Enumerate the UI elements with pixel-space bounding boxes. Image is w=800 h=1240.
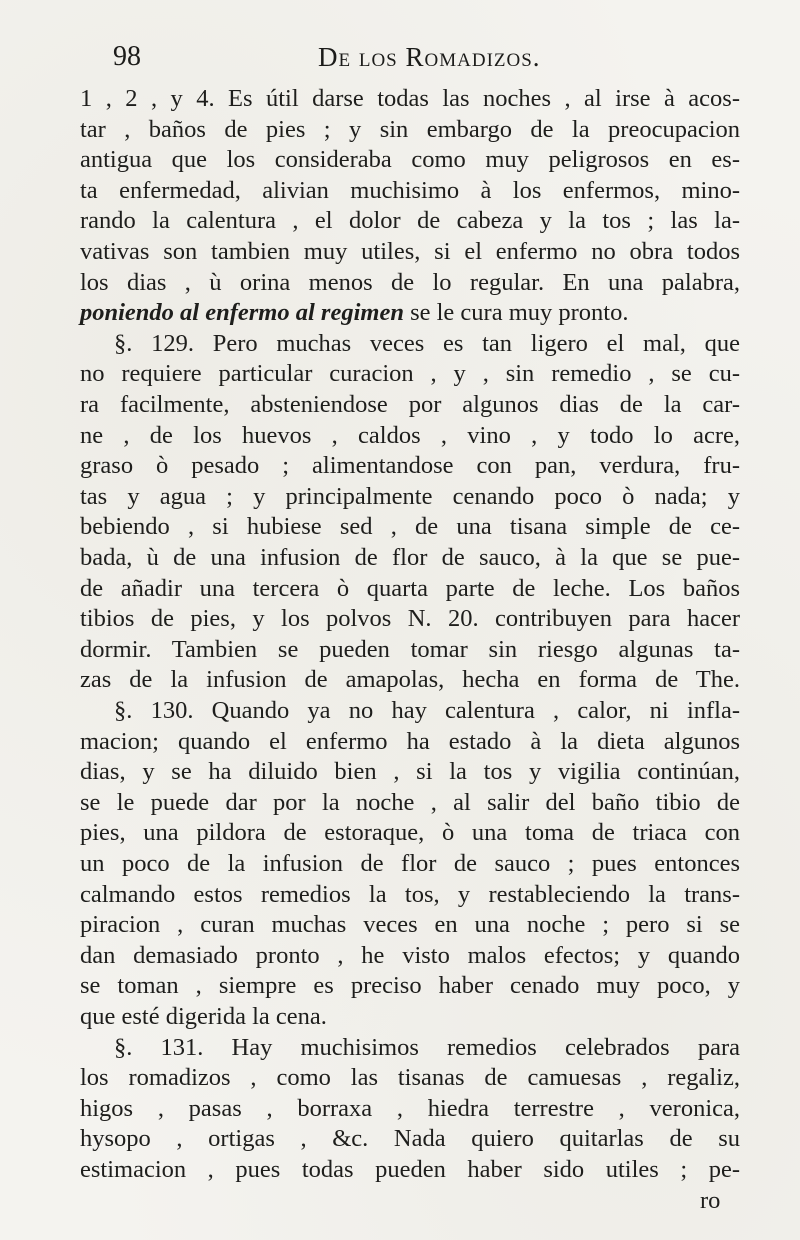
text-line: tibios de pies, y los polvos N. 20. contribuyen para hacer [80,605,740,633]
text-line: dan demasiado pronto , he visto malos efectos; y quando [80,941,740,969]
text-line: de añadir una tercera ò quarta parte de leche. Los baños [80,574,740,602]
text-line: ta enfermedad, alivian muchisimo à los enfermos, mino- [80,176,740,204]
text-line: ne , de los huevos , caldos , vino , y todo lo acre, [80,421,740,449]
text-line: macion; quando el enfermo ha estado à la dieta algunos [80,727,740,755]
text-line: vativas son tambien muy utiles, si el enfermo no obra todos [80,238,740,265]
text-line: dormir. Tambien se pueden tomar sin riesgo algunas ta- [80,635,740,663]
page-number: 98 [113,41,141,72]
text-line: bada, ù de una infusion de flor de sauco, à la que se pue- [80,544,740,571]
text-line: antigua que los consideraba como muy peligrosos en es- [80,146,740,174]
text-line: graso ò pesado ; alimentandose con pan, verdura, fru- [80,452,740,480]
text-line: estimacion , pues todas pueden haber sido utiles ; pe- [80,1156,740,1183]
text-line: no requiere particular curacion , y , sin remedio , se cu- [80,360,740,388]
text-line: calmando estos remedios la tos, y restableciendo la trans- [80,880,740,908]
page-header [0,40,800,80]
paragraph-129-start: §. 129. Pero muchas veces es tan ligero el mal, que [114,329,740,357]
text-line: hysopo , ortigas , &c. Nada quiero quitarlas de su [80,1125,740,1153]
text-line: rando la calentura , el dolor de cabeza y la tos ; las la- [80,207,740,235]
text-line: dias, y se ha diluido bien , si la tos y vigilia continúan, [80,758,740,786]
text-line: se toman , siempre es preciso haber cenado muy poco, y [80,972,740,1000]
catchword: ro [700,1186,721,1214]
line-rest: se le cura muy pronto. [403,299,629,327]
paragraph-131-start: §. 131. Hay muchisimos remedios celebrados para [114,1033,740,1061]
text-line: tar , baños de pies ; y sin embargo de la preocupacion [80,115,740,143]
text-line: que esté digerida la cena. [80,1003,327,1030]
text-line: bebiendo , si hubiese sed , de una tisana simple de ce- [80,513,740,541]
text-line [80,296,740,329]
text-line: pies, una pildora de estoraque, ò una toma de triaca con [80,819,740,847]
text-line: se le puede dar por la noche , al salir del baño tibio de [80,788,740,816]
text-line: 1 , 2 , y 4. Es útil darse todas las noches , al irse à acos- [80,85,740,112]
italic-phrase: poniendo al enfermo al regimen [80,299,404,327]
text-line: los dias , ù orina menos de lo regular. En una palabra, [80,268,740,296]
text-line: zas de la infusion de amapolas, hecha en forma de The. [80,666,740,694]
text-line: piracion , curan muchas veces en una noche ; pero si se [80,911,740,939]
text-line: los romadizos , como las tisanas de camuesas , regaliz, [80,1064,740,1092]
text-line: higos , pasas , borraxa , hiedra terrestre , veronica, [80,1094,740,1122]
text-line: tas y agua ; y principalmente cenando poco ò nada; y [80,482,740,510]
paragraph-130-start: §. 130. Quando ya no hay calentura , calor, ni infla- [114,697,740,724]
running-title: De los Romadizos. [318,42,541,72]
text-line: ra facilmente, absteniendose por algunos dias de la car- [80,391,740,418]
text-line: un poco de la infusion de flor de sauco ; pues entonces [80,850,740,877]
